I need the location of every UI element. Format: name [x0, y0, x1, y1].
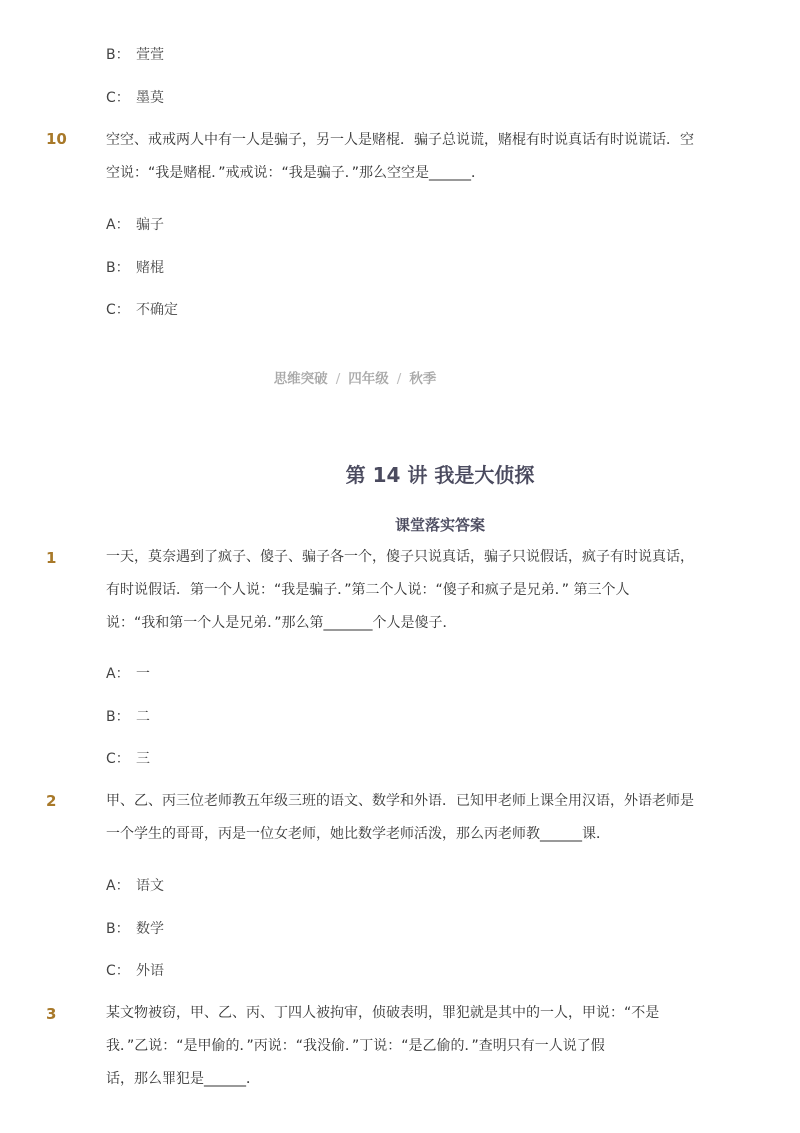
- question-text: [106, 541, 716, 640]
- option-text: 骗子: [136, 217, 164, 233]
- option-text: 三: [136, 751, 150, 767]
- footer-grade: 四年级: [348, 371, 389, 387]
- option-text: 墨莫: [136, 90, 164, 106]
- footer-separator: /: [335, 371, 341, 387]
- option-a: [106, 876, 164, 896]
- question-line: 空空、戒戒两人中有一人是骗子，另一人是赌棍．骗子总说谎，赌棍有时说真话有时说谎话．空: [106, 132, 694, 148]
- question-text: [106, 124, 716, 190]
- option-c: [106, 749, 150, 769]
- option-key: B：: [106, 921, 130, 937]
- footer-separator: /: [396, 371, 402, 387]
- option-c: [106, 961, 164, 981]
- footer-term: 秋季: [409, 371, 437, 387]
- question-line: 甲、乙、丙三位老师教五年级三班的语文、数学和外语．已知甲老师上课全用汉语，外语老师是: [106, 793, 694, 809]
- option-key: B：: [106, 260, 130, 276]
- question-line: 一天，莫奈遇到了疯子、傻子、骗子各一个，傻子只说真话，骗子只说假话，疯子有时说真话，: [106, 549, 694, 565]
- option-key: C：: [106, 963, 130, 979]
- option-text: 外语: [136, 963, 164, 979]
- question-line: 某文物被窃，甲、乙、丙、丁四人被拘审，侦破表明，罪犯就是其中的一人，甲说：“不是: [106, 1005, 660, 1021]
- option-text: 语文: [136, 878, 164, 894]
- question-text: [106, 785, 716, 851]
- section-title: 课堂落实答案: [394, 516, 485, 534]
- option-a: [106, 664, 150, 684]
- question-number: 2: [46, 792, 57, 810]
- option-key: B：: [106, 47, 130, 63]
- option-key: A：: [106, 878, 130, 894]
- option-b: [106, 707, 150, 727]
- option-key: C：: [106, 90, 130, 106]
- question-line: 我．”乙说：“是甲偷的．”丙说：“我没偷．”丁说：“是乙偷的．”查明只有一人说了假: [106, 1038, 605, 1054]
- option-text: 一: [136, 666, 150, 682]
- option-key: C：: [106, 751, 130, 767]
- option-text: 不确定: [136, 302, 178, 318]
- option-text: 赌棍: [136, 260, 164, 276]
- option-key: C：: [106, 302, 130, 318]
- option-key: A：: [106, 217, 130, 233]
- lecture-title: 第 14 讲 我是大侦探: [345, 463, 535, 487]
- question-line: 话，那么罪犯是______．: [106, 1071, 260, 1087]
- option-text: 二: [136, 709, 150, 725]
- option-key: A：: [106, 666, 130, 682]
- option-b: [106, 919, 164, 939]
- question-number: 1: [46, 549, 57, 567]
- option-text: 数学: [136, 921, 164, 937]
- question-line: 说：“我和第一个人是兄弟．”那么第_______个人是傻子．: [106, 615, 457, 631]
- option-b: [106, 258, 164, 278]
- question-number: 10: [46, 130, 67, 148]
- page-footer: [0, 367, 710, 387]
- option-b: [106, 45, 164, 65]
- option-c: [106, 300, 178, 320]
- question-text: [106, 997, 716, 1096]
- question-line: 空说：“我是赌棍．”戒戒说：“我是骗子．”那么空空是______．: [106, 165, 486, 181]
- question-line: 有时说假话．第一个人说：“我是骗子．”第二个人说：“傻子和疯子是兄弟．” 第三个人: [106, 582, 630, 598]
- option-text: 萱萱: [136, 47, 164, 63]
- question-line: 一个学生的哥哥，丙是一位女老师，她比数学老师活泼，那么丙老师教______课．: [106, 826, 610, 842]
- option-c: [106, 88, 164, 108]
- question-number: 3: [46, 1005, 57, 1023]
- option-a: [106, 215, 164, 235]
- footer-subject: 思维突破: [273, 371, 328, 387]
- option-key: B：: [106, 709, 130, 725]
